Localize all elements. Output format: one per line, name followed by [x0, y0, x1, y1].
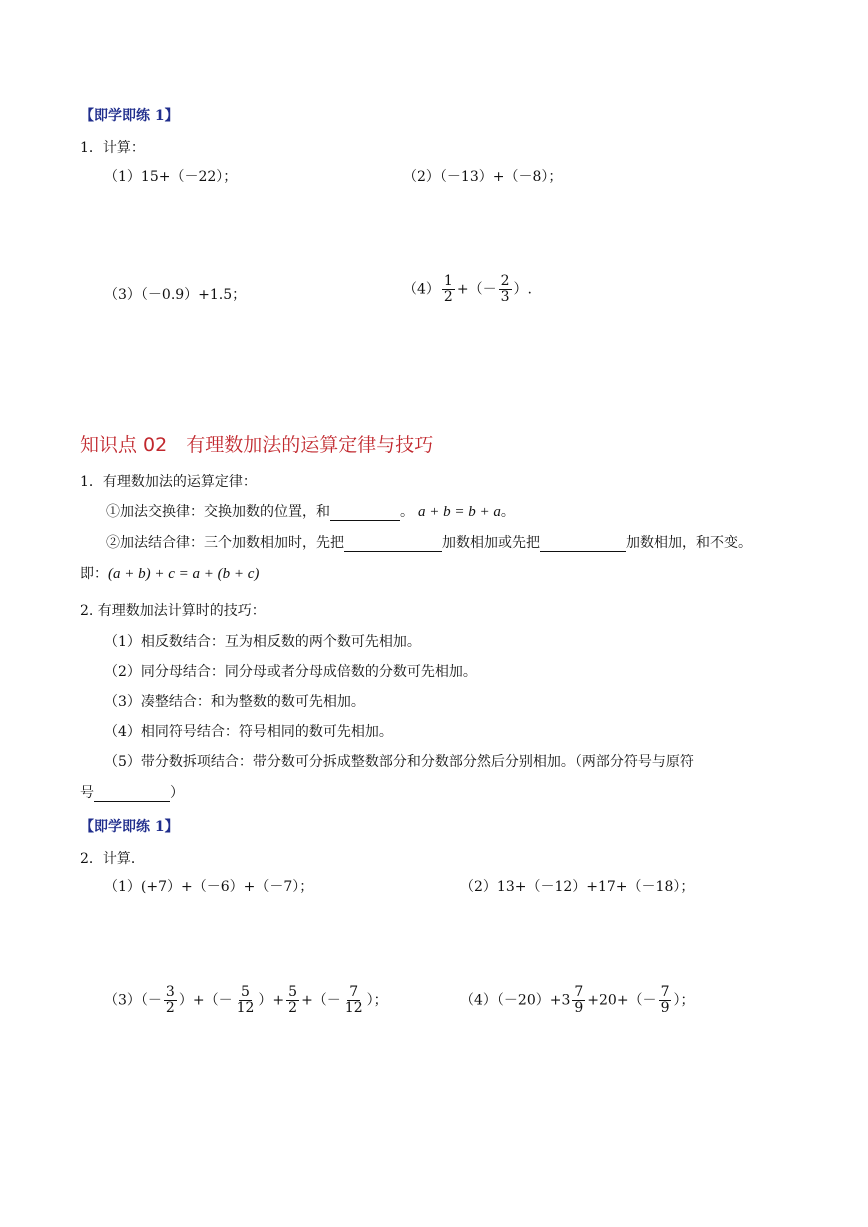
q2-item-2: （2）13+（－12）+17+（－18）； [460, 879, 695, 895]
commutative-formula: a + b = b + a [418, 504, 501, 520]
fraction: $\frac{5}{12}$ [236, 984, 255, 1016]
answer-blank[interactable] [344, 537, 442, 552]
section-title: 知识点 02 有理数加法的运算定律与技巧 [80, 434, 434, 456]
associative-formula: (a + b) + c = a + (b + c) [108, 566, 260, 582]
fraction: $\frac{3}{2}$ [165, 984, 175, 1016]
tips-title: 2. 有理数加法计算时的技巧： [80, 603, 266, 619]
q2-item-3: （3）（－ $\frac{3}{2}$ ）+（－ $\frac{5}{12}$ ）+ $\frac{5}{2}$ +（－ $\frac{7}{12}$ ）； [104, 984, 388, 1016]
tip-4: （4）相同符号结合：符号相同的数可先相加。 [104, 724, 393, 740]
q1-item-1: （1）15+（－22）； [104, 169, 238, 185]
tip-3: （3）凑整结合：和为整数的数可先相加。 [104, 694, 365, 710]
tip-5: （5）带分数拆项结合：带分数可分拆成整数部分和分数部分然后分别相加。（两部分符号与原符 [104, 754, 694, 770]
associative-formula-line: 即：(a + b) + c = a + (b + c) [80, 566, 260, 582]
answer-blank[interactable] [540, 537, 626, 552]
q1-item-2: （2）（－13）+（－8）； [403, 169, 563, 185]
associative-law: ②加法结合律：三个加数相加时，先把 加数相加或先把 加数相加，和不变。 [106, 535, 752, 551]
q1-item-4-label: （4） [403, 281, 440, 298]
tip-5-continued: 号 ） [80, 785, 184, 801]
commutative-law: ①加法交换律：交换加数的位置，和 。 a + b = b + a。 [106, 504, 515, 520]
q2-item-4: （4）（－20）+3 $\frac{7}{9}$ +20+（－ $\frac{7}{9}$ ）； [460, 984, 695, 1016]
fraction: $\frac{1}{2}$ [443, 273, 453, 305]
question-2-label: 2．计算． [80, 851, 145, 867]
answer-blank[interactable] [94, 787, 170, 802]
tip-1: （1）相反数结合：互为相反数的两个数可先相加。 [104, 634, 421, 650]
answer-blank[interactable] [330, 506, 400, 521]
question-1-label: 1．计算： [80, 140, 145, 156]
fraction: $\frac{7}{9}$ [660, 984, 670, 1016]
fraction: $\frac{7}{9}$ [574, 984, 584, 1016]
practice-heading-1: 【即学即练 1】 [80, 108, 179, 124]
fraction: $\frac{2}{3}$ [500, 273, 510, 305]
fraction: $\frac{5}{2}$ [288, 984, 298, 1016]
fraction: $\frac{7}{12}$ [344, 984, 363, 1016]
tip-2: （2）同分母结合：同分母或者分母成倍数的分数可先相加。 [104, 664, 477, 680]
practice-heading-2: 【即学即练 1】 [80, 819, 179, 835]
q2-item-1: （1）(+7）+（－6）+（－7）； [104, 879, 314, 895]
q1-item-4: （4） $\frac{1}{2}$ +（－ $\frac{2}{3}$ ）. [403, 273, 532, 305]
laws-title: 1．有理数加法的运算定律： [80, 474, 257, 490]
q1-item-3: （3）（－0.9）+1.5； [104, 287, 247, 303]
